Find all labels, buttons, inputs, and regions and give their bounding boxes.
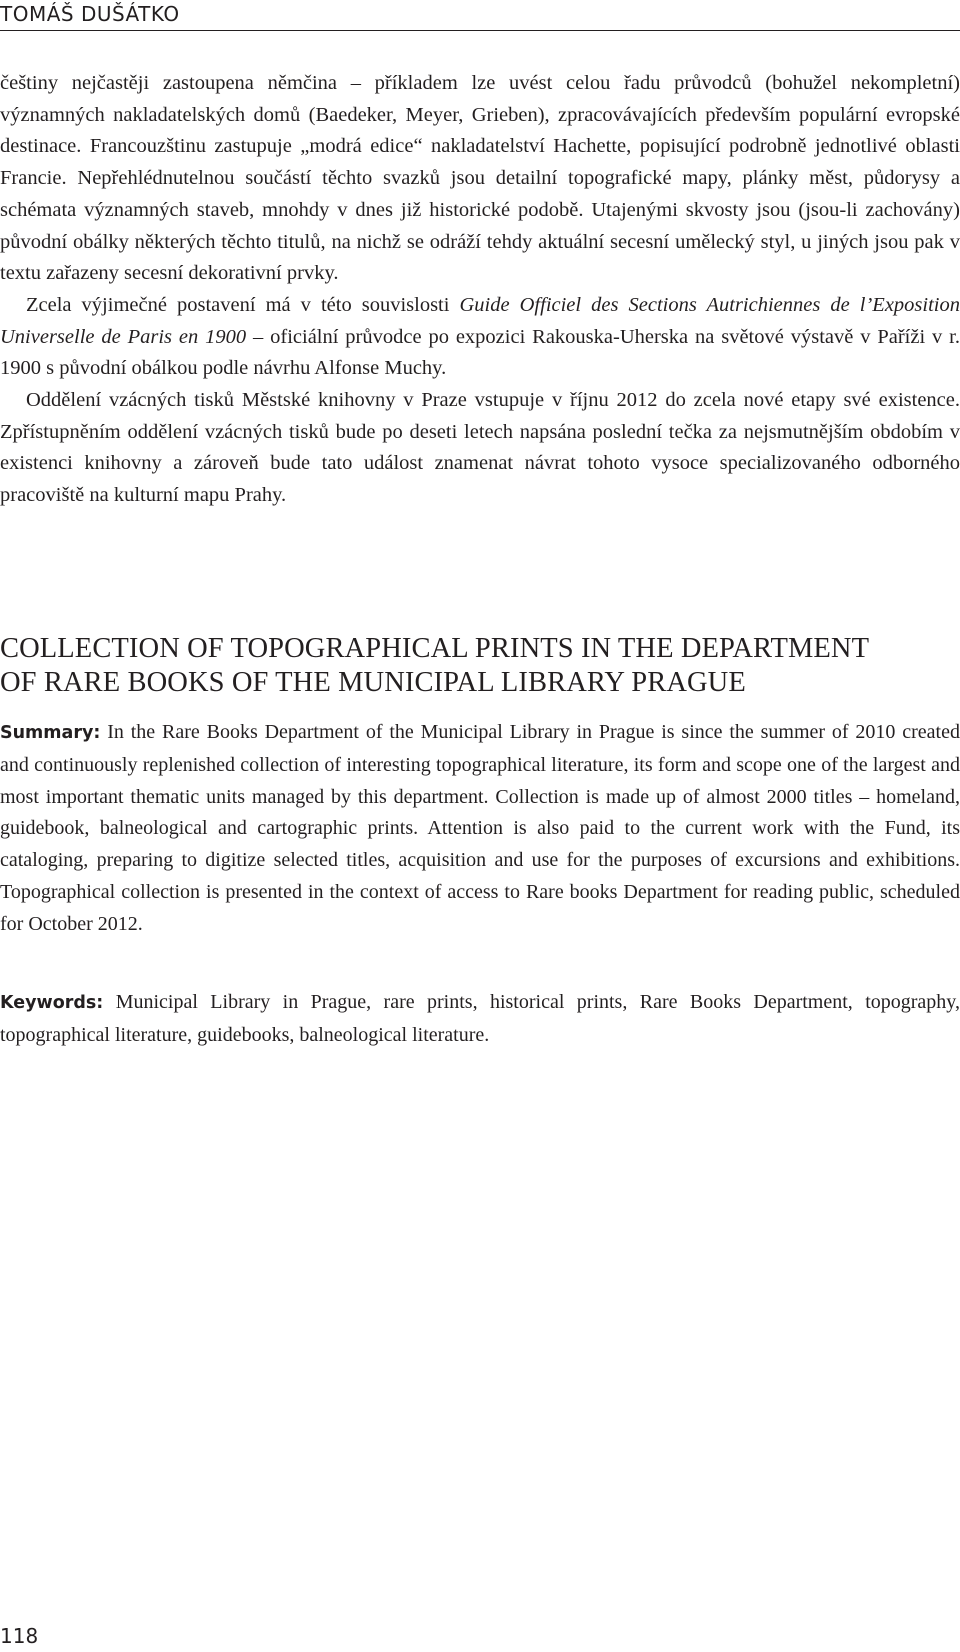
body-paragraph-2-rest: – oficiální průvodce po expozici Rakouska-Uherska na světové výstavě v Paříži v r. 1900 s původní obálkou podle návrhu Alfonse Muchy. xyxy=(0,325,960,380)
summary-block xyxy=(0,717,960,941)
keywords-paragraph xyxy=(0,987,960,1052)
running-head-author: TOMÁŠ DUŠÁTKO xyxy=(0,2,180,26)
keywords-label: Keywords: xyxy=(0,993,104,1013)
summary-text: In the Rare Books Department of the Municipal Library in Prague is since the summer of 2010 created and continuously replenished collection of interesting topographical literature, its form and scope one of the largest and most important thematic units managed by this department. Collection is made up of almost 2000 titles – homeland, guidebook, balneological and cartographic prints. Attention is also paid to the current work with the Fund, its cataloging, preparing to digitize selected titles, acquisition and use for the purposes of excursions and exhibitions. Topographical collection is presented in the context of access to Rare books Department for reading public, scheduled for October 2012. xyxy=(0,721,960,935)
page-number: 118 xyxy=(0,1624,39,1648)
section-title-line-2: OF RARE BOOKS OF THE MUNICIPAL LIBRARY PRAGUE xyxy=(0,667,746,698)
english-section-title xyxy=(0,632,960,700)
summary-paragraph xyxy=(0,717,960,941)
keywords-text: Municipal Library in Prague, rare prints, historical prints, Rare Books Department, topography, topographical literature, guidebooks, balneological literature. xyxy=(0,991,960,1046)
body-paragraph-3: Oddělení vzácných tisků Městské knihovny v Praze vstupuje v říjnu 2012 do zcela nové etapy své existence. Zpřístupněním oddělení vzácných tisků bude po deseti letech napsána poslední tečka za nejsmutnějším obdobím v existenci knihovny a zároveň bude tato událost znamenat návrat tohoto vysoce specializovaného odborného pracoviště na kulturní mapu Prahy. xyxy=(0,389,960,507)
article-body xyxy=(0,68,960,512)
guide-title-italic: Guide Officiel des Sections Autrichiennes de l’Exposition Universelle de Paris en 1900 xyxy=(0,293,960,348)
section-title-line-1: COLLECTION OF TOPOGRAPHICAL PRINTS IN THE DEPARTMENT xyxy=(0,633,870,664)
keywords-block xyxy=(0,987,960,1052)
body-paragraph-1: češtiny nejčastěji zastoupena němčina – příkladem lze uvést celou řadu průvodců (bohužel nekompletní) významných nakladatelských domů (Baedeker, Meyer, Grieben), zpracovávajících především populární evropské destinace. Francouzštinu zastupuje „modrá edice“ nakladatelství Hachette, popisující podrobně jednotlivé oblasti Francie. Nepřehlédnutelnou součástí těchto svazků jsou detailní topografické mapy, plánky měst, půdorysy a schémata významných staveb, mnohdy v dnes již historické podobě. Utajenými skvosty jsou (jsou-li zachovány) původní obálky některých těchto titulů, na nichž se odráží tehdy aktuální secesní umělecký styl, u jiných jsou pak v textu zařazeny secesní dekorativní prvky. xyxy=(0,72,960,285)
body-paragraph-2 xyxy=(0,290,960,385)
body-paragraph-2-intro: Zcela výjimečné postavení má v této souvislosti xyxy=(26,293,460,316)
running-head xyxy=(0,0,960,31)
summary-label: Summary: xyxy=(0,723,101,743)
